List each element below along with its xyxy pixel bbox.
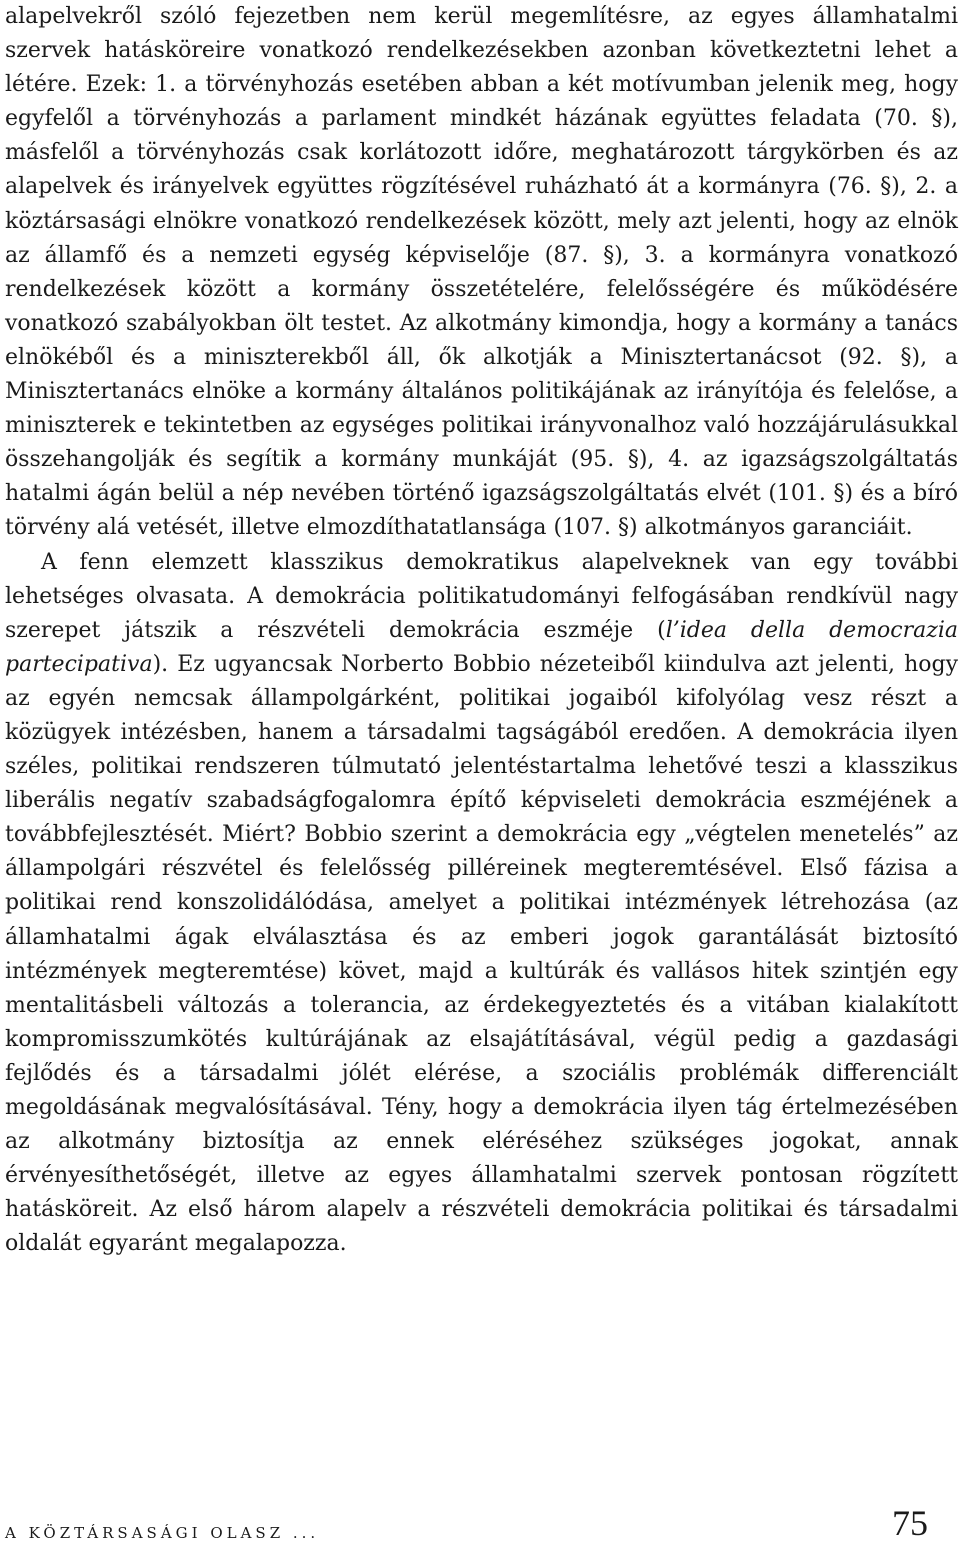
paragraph-2-text-start: A fenn elemzett klasszikus demokratikus alapelveknek van egy további lehetséges olvasata. A demokrácia politikatudományi felfogásában rendkívül nagy szerepet játszik a részvételi demokrácia eszméje (	[5, 549, 958, 643]
paragraph-2	[5, 546, 958, 1262]
paragraph-2-text-end: ). Ez ugyancsak Norberto Bobbio nézeteiből kiindulva azt jelenti, hogy az egyén nemcsak állampolgárként, politikai jogaiból kifolyólag vesz részt a közügyek intézésben, hanem a társadalmi tagságából eredően. A demokrácia ilyen széles, politikai rendszeren túlmutató jelentéstartalma lehetővé teszi a klasszikus liberális negatív szabadságfogalomra építő képviseleti demokrácia eszméjének a továbbfejlesztését. Miért? Bobbio szerint a demokrácia egy „végtelen menetelés” az állampolgári részvétel és felelősség pilléreinek megteremtésével. Első fázisa a politikai rend konszolidálódása, amelyet a politikai intézmények létrehozása (az államhatalmi ágak elválasztása és az emberi jogok garantálását biztosító intézmények megteremtése) követ, majd a kultúrák és vallásos hitek szintjén egy mentalitásbeli változás a tolerancia, az érdekegyeztetés és a vitában kialakított kompromisszumkötés kultúrájának az elsajátításával, végül pedig a gazdasági fejlődés és a társadalmi jólét elérése, a szociális problémák differenciált megoldásának megvalósításával. Tény, hogy a demokrácia ilyen tág értelmezésében az alkotmány biztosítja az ennek eléréséhez szükséges jogokat, annak érvényesíthetőségét, illetve az egyes államhatalmi szervek pontosan rögzített hatásköreit. Az első három alapelv a részvételi demokrácia politikai és társadalmi oldalát egyaránt megalapozza.	[5, 651, 958, 1257]
page-number: 75	[892, 1503, 928, 1543]
running-head: A KÖZTÁRSASÁGI OLASZ ...	[5, 1524, 320, 1542]
page-footer	[5, 1500, 928, 1550]
paragraph-1: alapelvekről szóló fejezetben nem kerül megemlítésre, az egyes államhatalmi szervek hatásköreire vonatkozó rendelkezésekben azonban következtetni lehet a létére. Ezek: 1. a törvényhozás esetében abban a két motívumban jelenik meg, hogy egyfelől a törvényhozás a parlament mindkét házának együttes feladata (70. §), másfelől a törvényhozás csak korlátozott időre, meghatározott tárgykörben és az alapelvek és irányelvek együttes rögzítésével ruházható át a kormányra (76. §), 2. a köztársasági elnökre vonatkozó rendelkezések között, mely azt jelenti, hogy az elnök az államfő és a nemzeti egység képviselője (87. §), 3. a kormányra vonatkozó rendelkezések között a kormány összetételére, felelősségére és működésére vonatkozó szabályokban ölt testet. Az alkotmány kimondja, hogy a kormány a tanács elnökéből és a miniszterekből áll, ők alkotják a Minisztertanácsot (92. §), a Minisztertanács elnöke a kormány általános politikájának az irányítója és felelőse, a miniszterek e tekintetben az egységes politikai irányvonalhoz való hozzájárulásukkal összehangolják és segítik a kormány munkáját (95. §), 4. az igazságszolgáltatás hatalmi ágán belül a nép nevében történő igazságszolgáltatás elvét (101. §) és a bíró törvény alá vetését, illetve elmozdíthatatlansága (107. §) alkotmányos garanciáit.	[5, 4, 958, 541]
page-body	[5, 0, 958, 1261]
italic-term: l’idea della democrazia partecipativa	[5, 617, 959, 677]
